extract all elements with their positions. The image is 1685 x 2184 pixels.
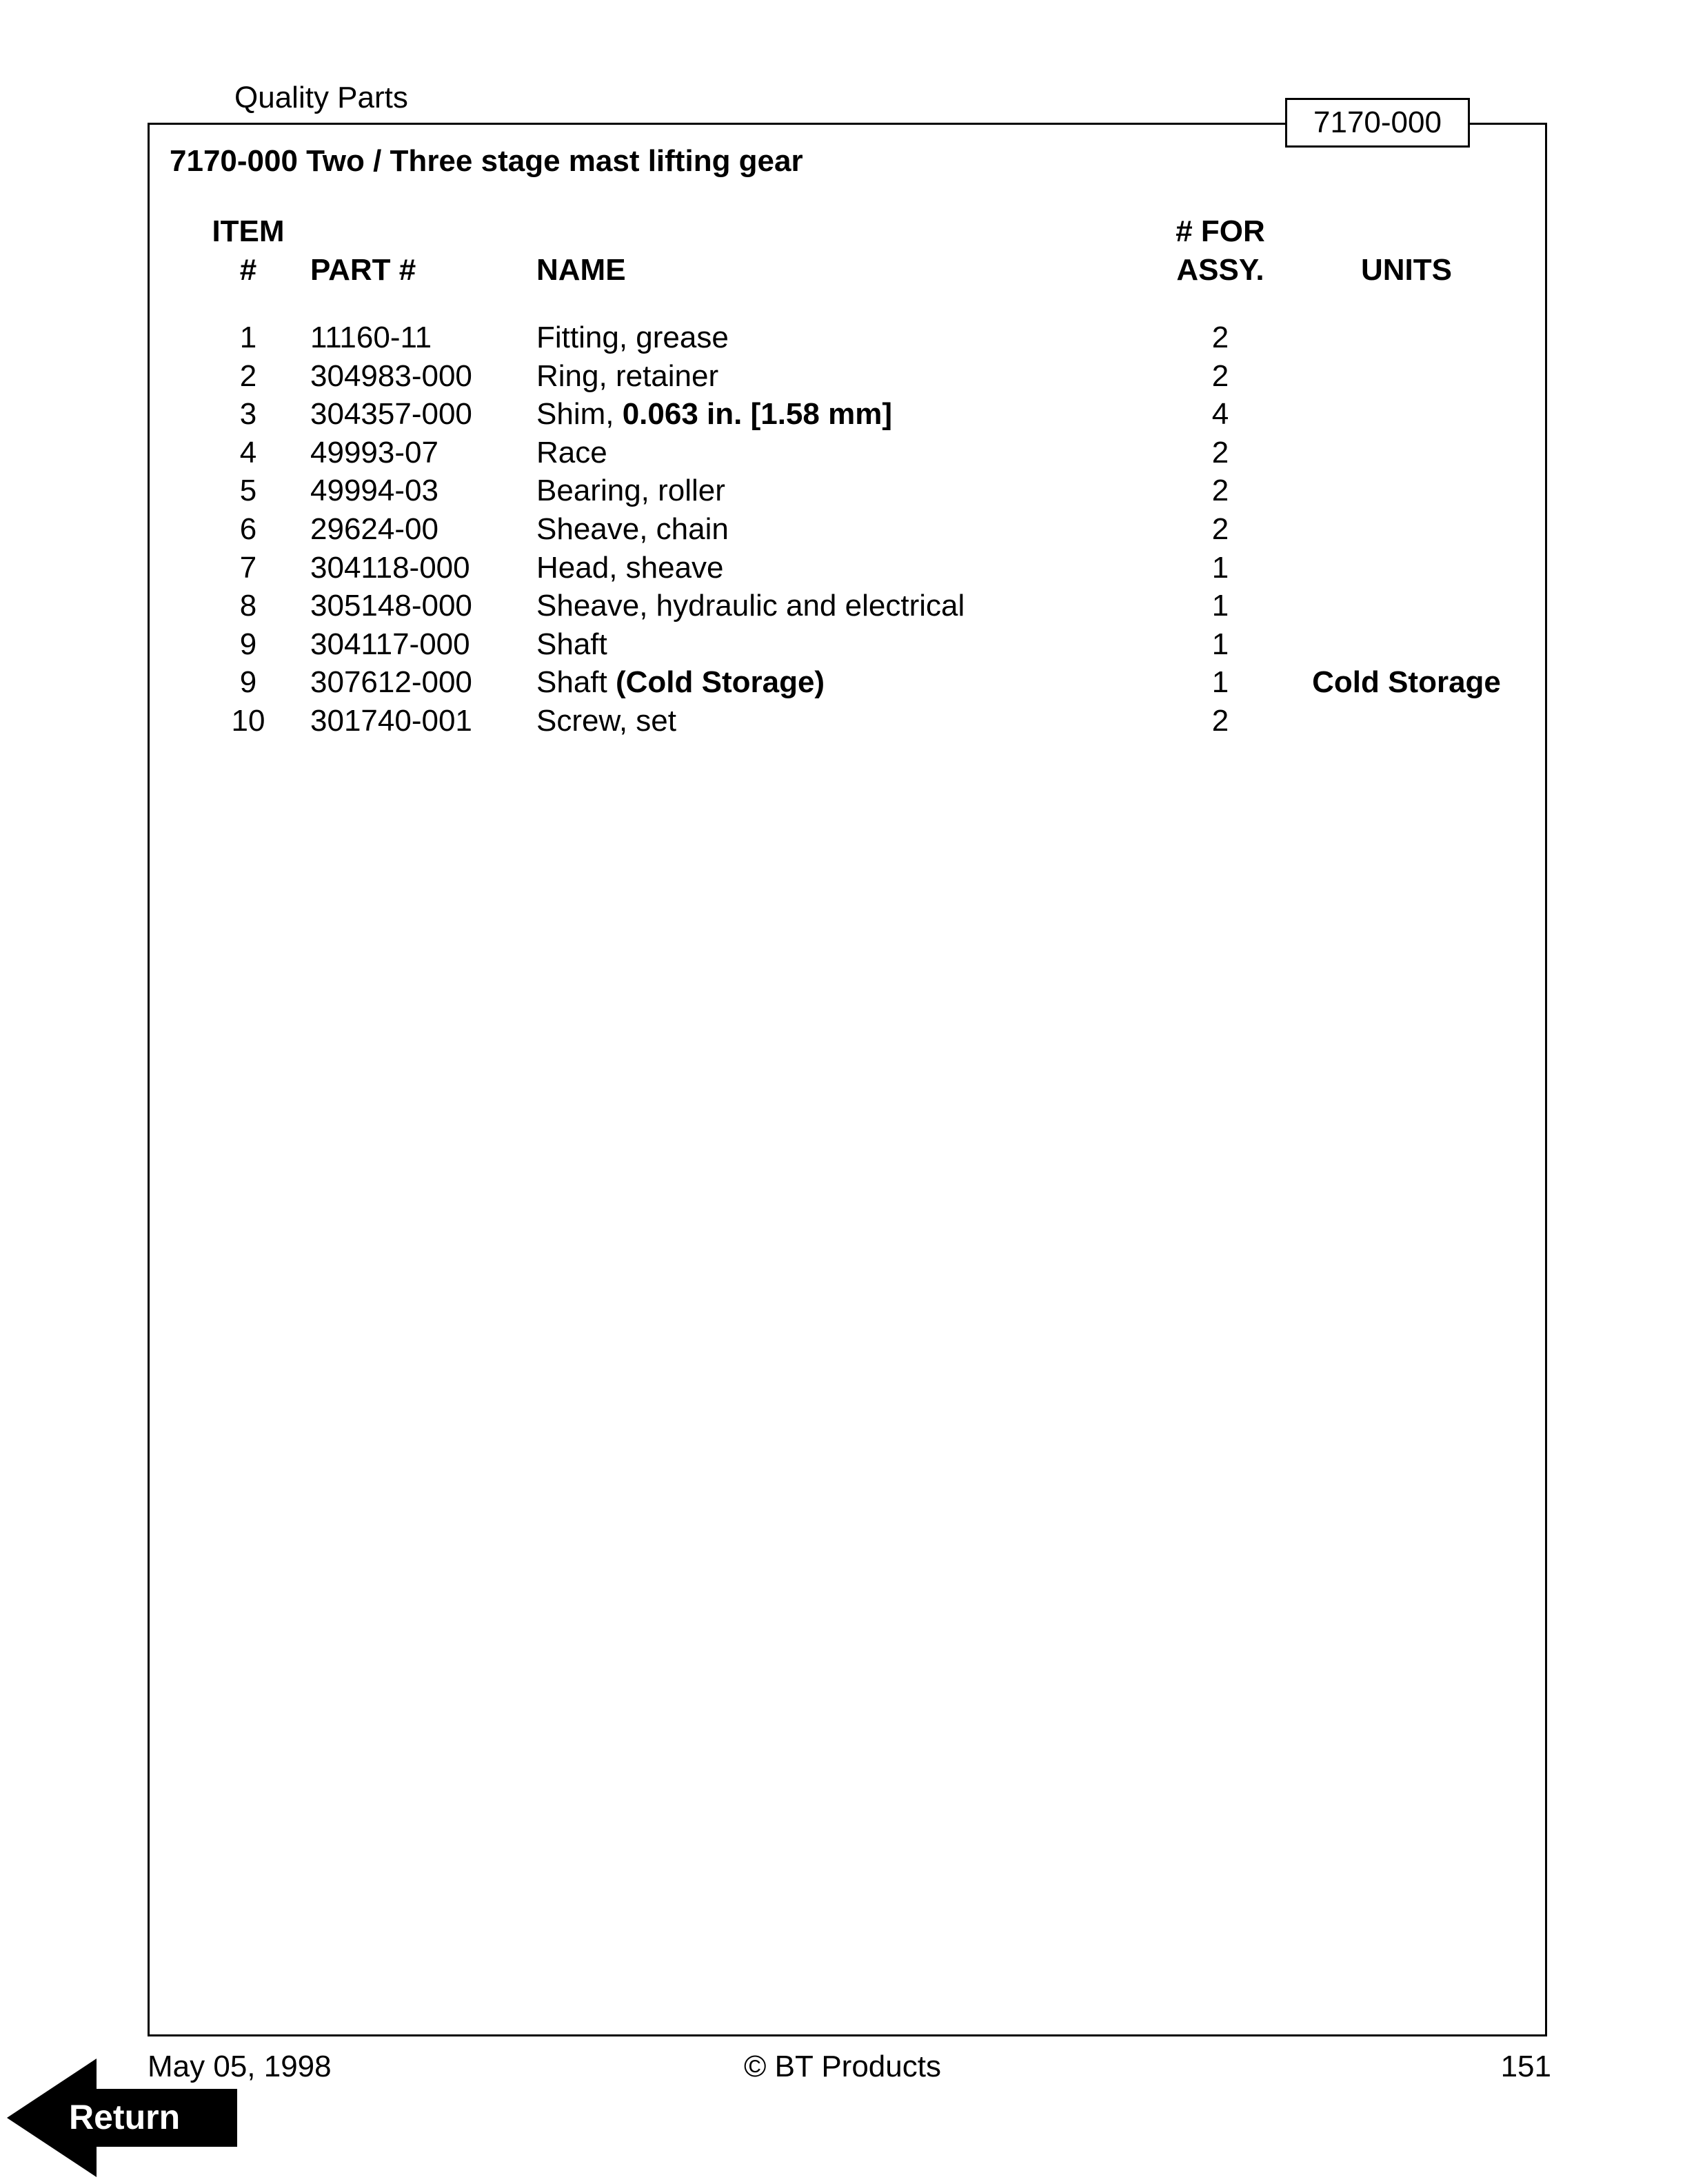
table-row <box>0 395 1685 434</box>
part-number: 304117-000 <box>310 627 470 661</box>
item-number: 3 <box>239 397 257 432</box>
table-row <box>0 472 1685 510</box>
part-number: 11160-11 <box>310 321 432 354</box>
part-name-text: Shim, <box>536 397 623 432</box>
part-number: 49993-07 <box>310 435 438 469</box>
part-number: 304983-000 <box>310 358 472 393</box>
part-number: 305148-000 <box>310 589 472 623</box>
column-header-item: ITEM # <box>212 214 285 287</box>
quantity: 2 <box>1211 321 1229 354</box>
part-name <box>536 663 825 702</box>
part-name <box>536 472 725 510</box>
quantity: 4 <box>1211 397 1229 432</box>
part-name-text: Sheave, chain <box>536 512 729 546</box>
part-name <box>536 395 892 434</box>
table-row <box>0 702 1685 740</box>
table-row <box>0 663 1685 702</box>
part-name-text: Shaft <box>536 665 616 700</box>
doc-number-tag: 7170-000 <box>1285 98 1470 148</box>
table-row <box>0 625 1685 664</box>
item-number: 6 <box>239 512 257 546</box>
units: Cold Storage <box>1312 665 1501 700</box>
item-number: 1 <box>239 321 257 354</box>
parts-table <box>0 318 1685 740</box>
column-header-part: PART # <box>310 253 416 287</box>
part-name <box>536 625 607 664</box>
part-name-text: Race <box>536 435 607 469</box>
quantity: 2 <box>1211 512 1229 546</box>
part-number: 304118-000 <box>310 550 470 585</box>
part-name <box>536 702 676 740</box>
part-number: 301740-001 <box>310 703 472 738</box>
item-number: 4 <box>239 435 257 469</box>
item-number: 2 <box>239 358 257 393</box>
table-row <box>0 318 1685 357</box>
part-name-emphasis: 0.063 in. [1.58 mm] <box>622 397 892 432</box>
part-name <box>536 587 965 625</box>
brand-label: Quality Parts <box>234 81 408 114</box>
part-name-text: Shaft <box>536 627 607 661</box>
part-number: 29624-00 <box>310 512 438 546</box>
quantity: 2 <box>1211 435 1229 469</box>
part-name-text: Fitting, grease <box>536 321 729 354</box>
part-name-text: Sheave, hydraulic and electrical <box>536 589 965 623</box>
quantity: 2 <box>1211 358 1229 393</box>
quantity: 1 <box>1211 550 1229 585</box>
part-number: 307612-000 <box>310 665 472 700</box>
table-row <box>0 549 1685 587</box>
quantity: 1 <box>1211 589 1229 623</box>
quantity: 1 <box>1211 627 1229 661</box>
item-number: 9 <box>239 665 257 700</box>
part-name <box>536 434 607 472</box>
page-title: 7170-000 Two / Three stage mast lifting gear <box>170 144 803 178</box>
part-name <box>536 549 724 587</box>
table-row <box>0 510 1685 549</box>
quantity: 1 <box>1211 665 1229 700</box>
part-name-text: Ring, retainer <box>536 358 719 393</box>
part-number: 49994-03 <box>310 474 438 508</box>
part-name-text: Screw, set <box>536 703 676 738</box>
table-row <box>0 434 1685 472</box>
item-number: 5 <box>239 474 257 508</box>
quantity: 2 <box>1211 703 1229 738</box>
part-name-text: Bearing, roller <box>536 474 725 508</box>
page-number: 151 <box>1500 2050 1551 2083</box>
item-number: 8 <box>239 589 257 623</box>
column-header-units: UNITS <box>1361 253 1452 287</box>
footer-date: May 05, 1998 <box>148 2050 332 2083</box>
part-number: 304357-000 <box>310 397 472 432</box>
part-name-text: Head, sheave <box>536 550 724 585</box>
column-header-qty: # FOR ASSY. <box>1176 214 1265 287</box>
quantity: 2 <box>1211 474 1229 508</box>
column-header-name: NAME <box>536 253 626 287</box>
table-row <box>0 357 1685 396</box>
part-name <box>536 318 729 357</box>
return-label: Return <box>69 2098 181 2136</box>
item-number: 10 <box>231 703 265 738</box>
item-number: 9 <box>239 627 257 661</box>
item-number: 7 <box>239 550 257 585</box>
part-name-emphasis: (Cold Storage) <box>615 665 825 700</box>
part-name <box>536 357 718 396</box>
footer-copyright: © BT Products <box>744 2050 941 2083</box>
return-button[interactable] <box>7 2059 237 2177</box>
table-row <box>0 587 1685 625</box>
part-name <box>536 510 729 549</box>
